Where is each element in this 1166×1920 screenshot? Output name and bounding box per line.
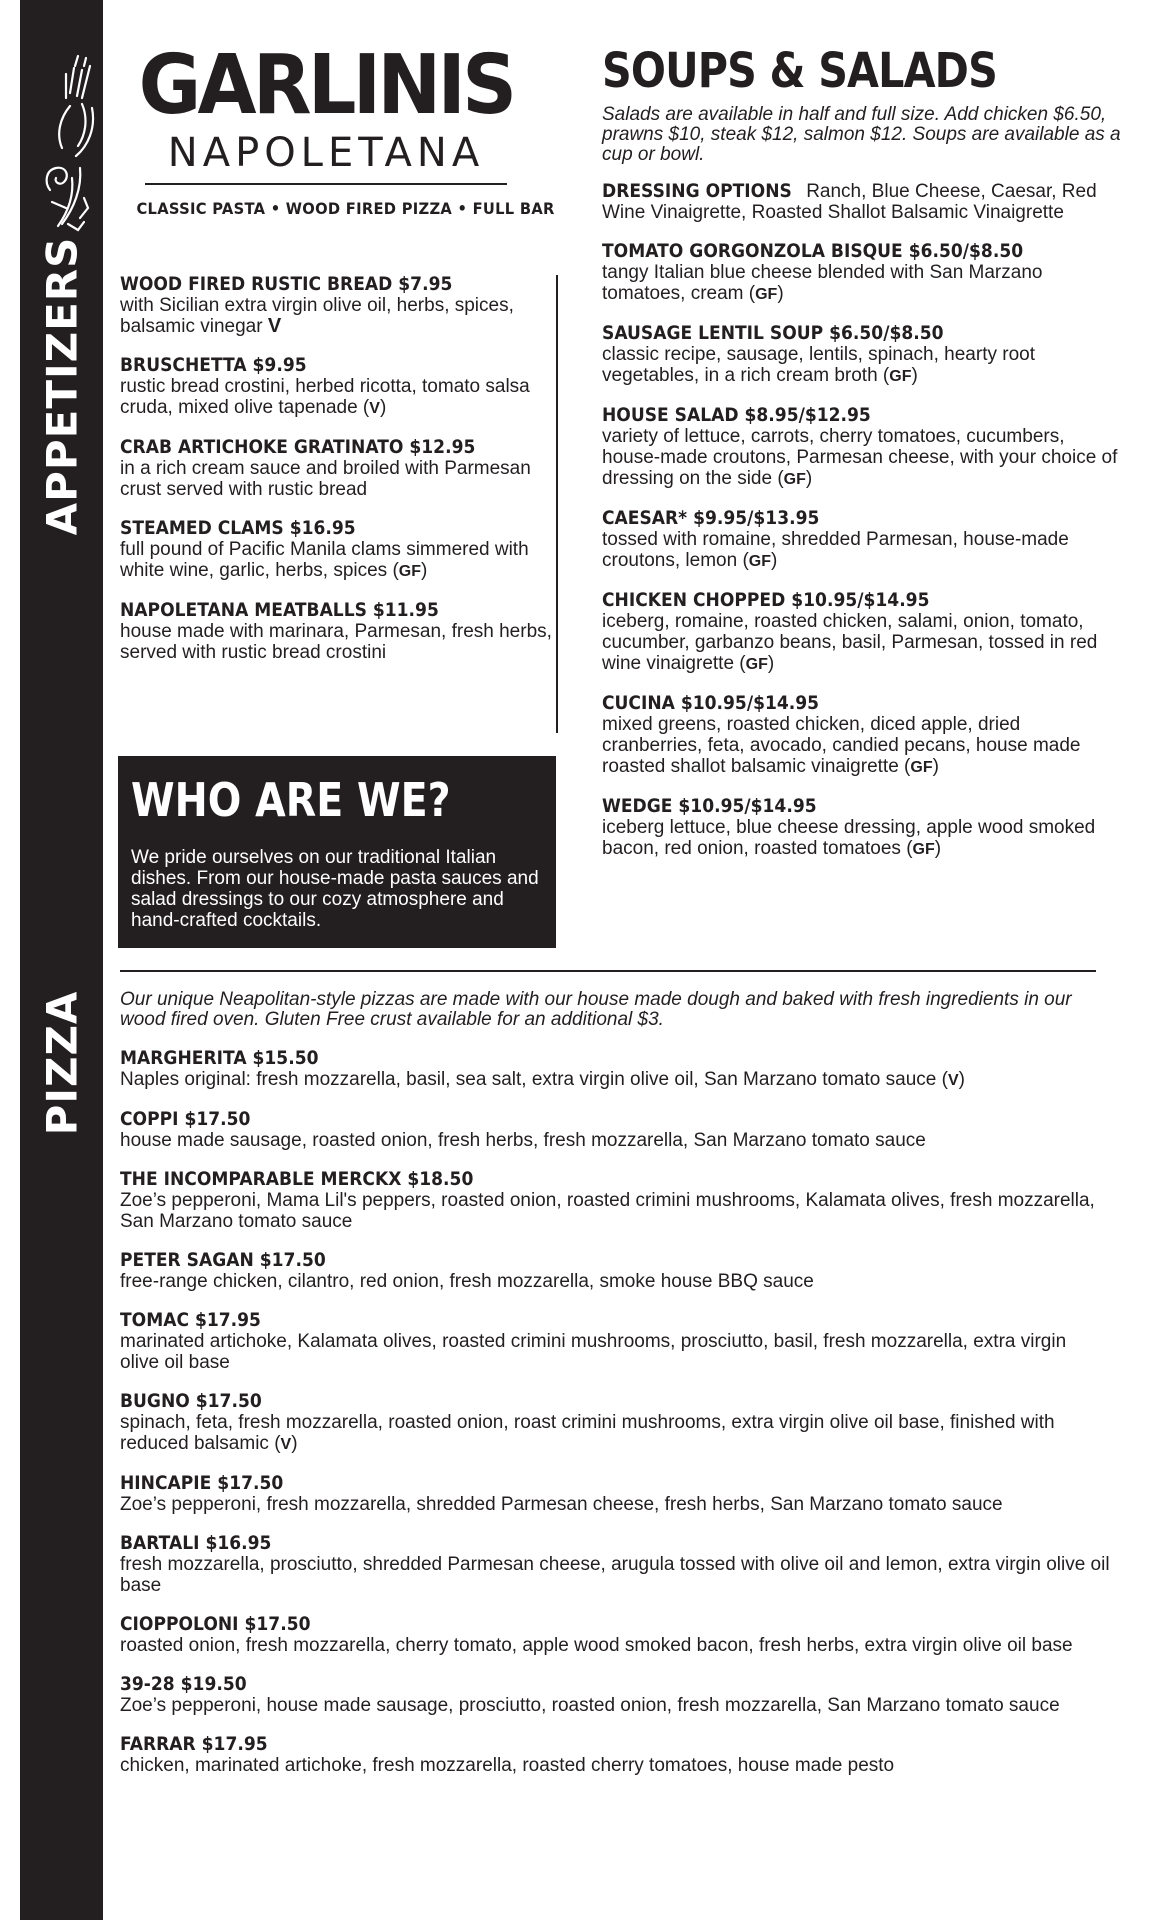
menu-item-description: classic recipe, sausage, lentils, spinach, hearty root vegetables, in a rich cream broth (GF) — [602, 344, 1035, 386]
menu-item — [602, 507, 1122, 572]
menu-item-name: MARGHERITA $15.50 — [120, 1047, 319, 1069]
menu-item-name: WOOD FIRED RUSTIC BREAD $7.95 — [120, 273, 453, 295]
dietary-badge: GF — [783, 471, 806, 488]
menu-item — [602, 795, 1122, 860]
menu-item — [120, 1673, 1110, 1716]
menu-item-description: house made sausage, roasted onion, fresh herbs, fresh mozzarella, San Marzano tomato sauce — [120, 1130, 926, 1151]
menu-item — [120, 354, 552, 419]
appetizers-section-label: APPETIZERS — [37, 236, 86, 536]
menu-item-name: TOMAC $17.95 — [120, 1309, 261, 1331]
menu-item — [120, 1390, 1110, 1455]
menu-item-description: variety of lettuce, carrots, cherry tomatoes, cucumbers, house-made croutons, Parmesan cheese, with your choice of dressing on the side (GF) — [602, 426, 1118, 489]
menu-item — [120, 599, 552, 663]
menu-item-name: SAUSAGE LENTIL SOUP $6.50/$8.50 — [602, 322, 944, 344]
menu-item-name: BUGNO $17.50 — [120, 1390, 262, 1412]
menu-item-name: CUCINA $10.95/$14.95 — [602, 692, 820, 714]
menu-item — [602, 589, 1122, 675]
menu-item-description: rustic bread crostini, herbed ricotta, tomato salsa cruda, mixed olive tapenade (V) — [120, 376, 530, 418]
menu-item-description: roasted onion, fresh mozzarella, cherry tomato, apple wood smoked bacon, fresh herbs, extra virgin olive oil base — [120, 1635, 1073, 1656]
dressing-options-text: Ranch, Blue Cheese, Caesar, Red Wine Vinaigrette, Roasted Shallot Balsamic Vinaigrette — [602, 181, 1097, 223]
menu-item-name: THE INCOMPARABLE MERCKX $18.50 — [120, 1168, 474, 1190]
appetizers-list — [120, 273, 552, 680]
dietary-badge: V — [947, 1072, 959, 1089]
dressing-options-label: DRESSING OPTIONS — [602, 180, 792, 202]
brand-header — [120, 38, 555, 218]
menu-item-description: tangy Italian blue cheese blended with San Marzano tomatoes, cream (GF) — [602, 262, 1043, 304]
restaurant-name: GARLINIS — [138, 38, 514, 133]
who-are-we-title: WHO ARE WE? — [131, 773, 451, 827]
menu-item — [120, 273, 552, 337]
menu-item — [120, 436, 552, 500]
menu-item-name: CIOPPOLONI $17.50 — [120, 1613, 311, 1635]
dietary-badge: V — [280, 1436, 292, 1453]
menu-item-name: NAPOLETANA MEATBALLS $11.95 — [120, 599, 439, 621]
menu-item — [120, 1309, 1110, 1373]
dietary-badge: V — [369, 400, 380, 417]
menu-item-description: full pound of Pacific Manila clams simmered with white wine, garlic, herbs, spices (GF) — [120, 539, 529, 581]
menu-item-description: with Sicilian extra virgin olive oil, herbs, spices, balsamic vinegar V — [120, 295, 514, 337]
menu-item-name: STEAMED CLAMS $16.95 — [120, 517, 356, 539]
column-divider — [556, 275, 558, 733]
soups-salads-intro: Salads are available in half and full size. Add chicken $6.50, prawns $10, steak $12, salmon $12. Soups are available as a cup or bowl. — [602, 104, 1121, 165]
menu-item-name: COPPI $17.50 — [120, 1108, 251, 1130]
garlic-logo-icon — [22, 48, 102, 238]
who-are-we-text: We pride ourselves on our traditional Italian dishes. From our house-made pasta sauces and salad dressings to our cozy atmosphere and hand-crafted cocktails. — [131, 847, 539, 931]
menu-item-description: tossed with romaine, shredded Parmesan, house-made croutons, lemon (GF) — [602, 529, 1069, 571]
menu-item — [120, 1168, 1110, 1232]
menu-item — [602, 404, 1122, 490]
menu-item-description: house made with marinara, Parmesan, fresh herbs, served with rustic bread crostini — [120, 621, 552, 663]
menu-item — [120, 517, 552, 582]
menu-item-name: TOMATO GORGONZOLA BISQUE $6.50/$8.50 — [602, 240, 1024, 262]
menu-item-name: WEDGE $10.95/$14.95 — [602, 795, 817, 817]
menu-item-description: Naples original: fresh mozzarella, basil, sea salt, extra virgin olive oil, San Marzano tomato sauce (V) — [120, 1069, 965, 1090]
soups-salads-section — [602, 45, 1122, 877]
menu-item — [602, 240, 1122, 305]
menu-item-description: in a rich cream sauce and broiled with Parmesan crust served with rustic bread — [120, 458, 531, 500]
menu-item-description: Zoe’s pepperoni, house made sausage, prosciutto, roasted onion, fresh mozzarella, San Marzano tomato sauce — [120, 1695, 1060, 1716]
menu-item — [120, 1532, 1110, 1596]
menu-item-name: CHICKEN CHOPPED $10.95/$14.95 — [602, 589, 930, 611]
menu-item — [120, 1472, 1110, 1515]
menu-item-name: CAESAR* $9.95/$13.95 — [602, 507, 820, 529]
menu-item-description: iceberg, romaine, roasted chicken, salami, onion, tomato, cucumber, garbanzo beans, basil, Parmesan, tossed in red wine vinaigrette (GF) — [602, 611, 1098, 674]
menu-item-description: mixed greens, roasted chicken, diced apple, dried cranberries, feta, avocado, candied pecans, house made roasted shallot balsamic vinaigrette (GF) — [602, 714, 1081, 777]
dietary-badge: GF — [398, 563, 421, 580]
menu-item-description: spinach, feta, fresh mozzarella, roasted onion, roast crimini mushrooms, extra virgin olive oil base, finished with reduced balsamic (V) — [120, 1412, 1055, 1454]
menu-item-name: FARRAR $17.95 — [120, 1733, 268, 1755]
menu-item — [120, 1108, 1110, 1151]
pizza-intro: Our unique Neapolitan-style pizzas are made with our house made dough and baked with fresh ingredients in our wood fired oven. Gluten Free crust available for an additional $3. — [120, 989, 1072, 1030]
menu-item — [120, 1733, 1110, 1776]
menu-item — [602, 692, 1122, 778]
dietary-badge: GF — [912, 841, 935, 858]
dietary-badge: GF — [745, 656, 768, 673]
menu-item-description: free-range chicken, cilantro, red onion, fresh mozzarella, smoke house BBQ sauce — [120, 1271, 814, 1292]
restaurant-tagline: CLASSIC PASTA • WOOD FIRED PIZZA • FULL BAR — [136, 199, 555, 218]
dressing-options — [602, 181, 1122, 223]
menu-item-description: chicken, marinated artichoke, fresh mozzarella, roasted cherry tomatoes, house made pesto — [120, 1755, 895, 1776]
dietary-badge: GF — [910, 759, 933, 776]
who-are-we-box — [118, 756, 556, 948]
menu-item — [602, 322, 1122, 387]
sidebar — [20, 0, 103, 1920]
menu-item-name: CRAB ARTICHOKE GRATINATO $12.95 — [120, 436, 476, 458]
menu-item-name: HOUSE SALAD $8.95/$12.95 — [602, 404, 871, 426]
menu-item-description: iceberg lettuce, blue cheese dressing, apple wood smoked bacon, red onion, roasted tomatoes (GF) — [602, 817, 1096, 859]
menu-item — [120, 1047, 1110, 1091]
dietary-badge: GF — [889, 368, 912, 385]
menu-item-name: PETER SAGAN $17.50 — [120, 1249, 326, 1271]
menu-item-name: HINCAPIE $17.50 — [120, 1472, 284, 1494]
vegetarian-badge: V — [267, 315, 282, 337]
menu-item-description: marinated artichoke, Kalamata olives, roasted crimini mushrooms, prosciutto, basil, fresh mozzarella, extra virgin olive oil base — [120, 1331, 1067, 1373]
menu-item — [120, 1613, 1110, 1656]
pizza-section — [120, 990, 1110, 1793]
menu-item-name: BARTALI $16.95 — [120, 1532, 272, 1554]
soups-salads-title: SOUPS & SALADS — [602, 43, 997, 99]
menu-item — [120, 1249, 1110, 1292]
restaurant-subtitle: NAPOLETANA — [167, 130, 485, 176]
dietary-badge: GF — [755, 286, 778, 303]
menu-item-description: Zoe’s pepperoni, fresh mozzarella, shredded Parmesan cheese, fresh herbs, San Marzano tomato sauce — [120, 1494, 1003, 1515]
menu-item-description: Zoe’s pepperoni, Mama Lil's peppers, roasted onion, roasted crimini mushrooms, Kalamata olives, fresh mozzarella, San Marzano tomato sauce — [120, 1190, 1095, 1232]
pizza-divider — [120, 970, 1096, 972]
pizza-section-label: PIZZA — [37, 990, 86, 1136]
menu-item-name: BRUSCHETTA $9.95 — [120, 354, 307, 376]
menu-item-name: 39-28 $19.50 — [120, 1673, 247, 1695]
header-divider — [145, 183, 507, 185]
menu-item-description: fresh mozzarella, prosciutto, shredded Parmesan cheese, arugula tossed with olive oil and lemon, extra virgin olive oil base — [120, 1554, 1110, 1596]
dietary-badge: GF — [748, 553, 772, 570]
